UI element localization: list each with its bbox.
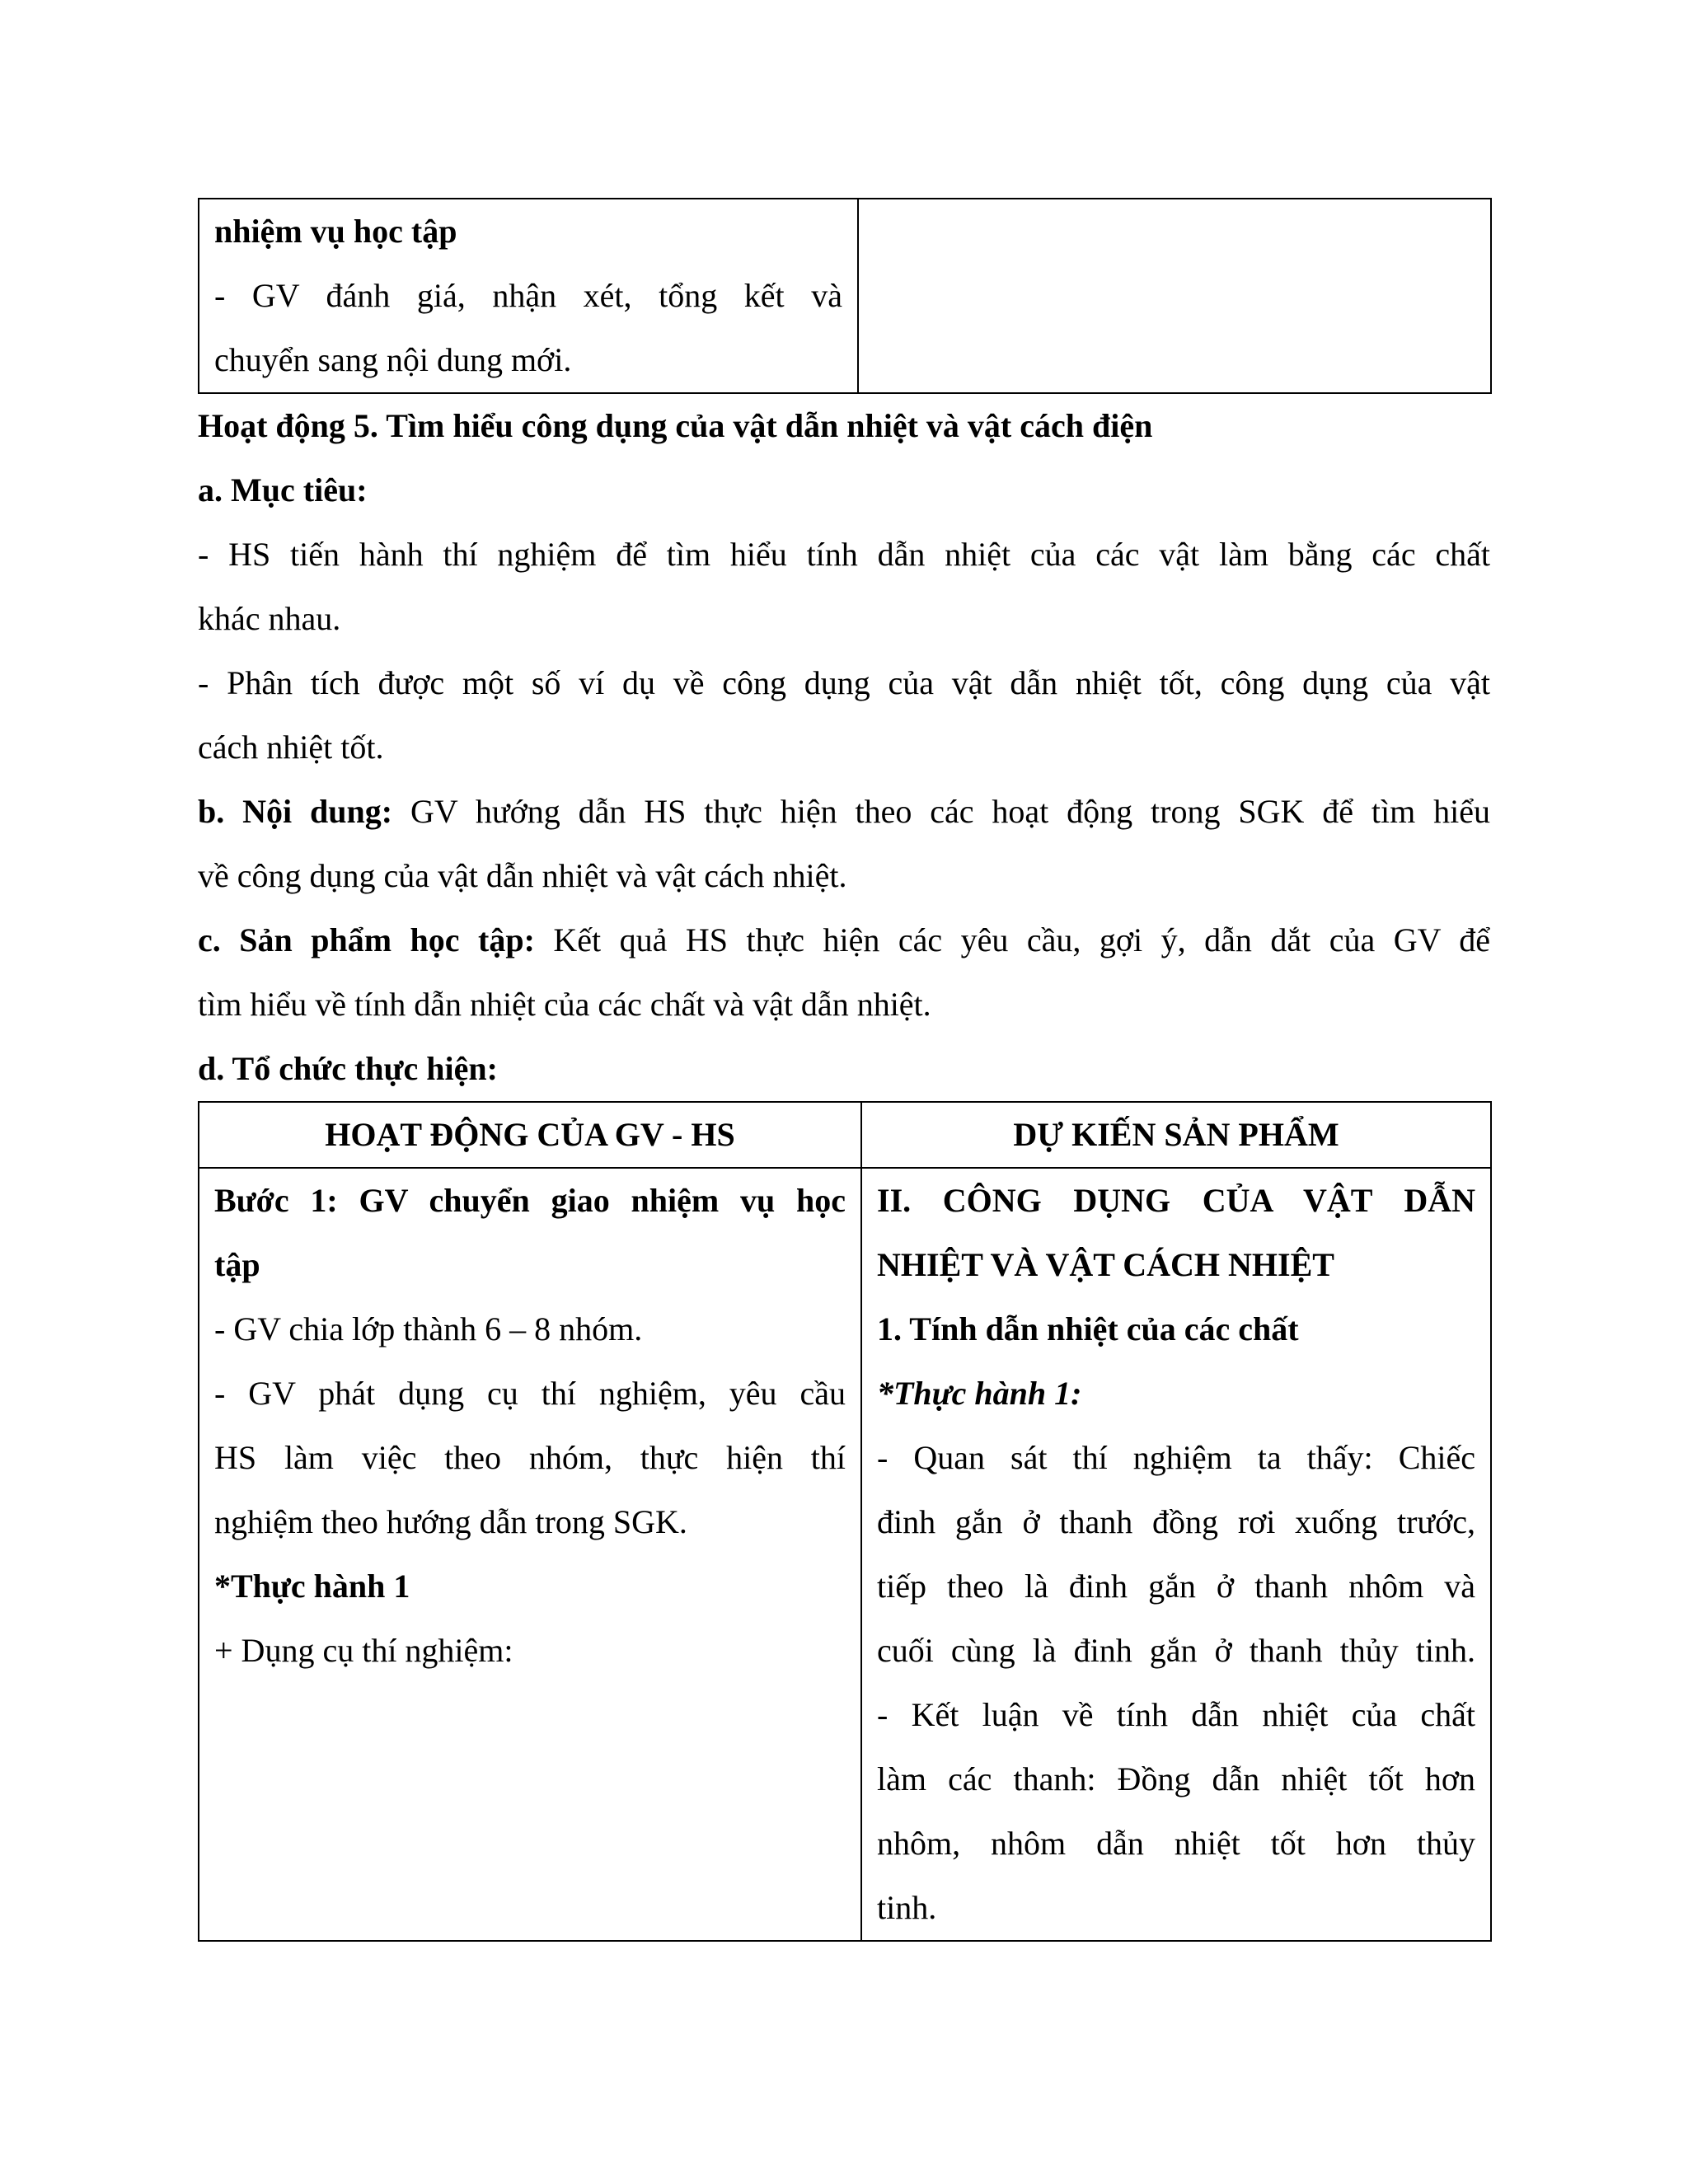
left-line: nghiệm theo hướng dẫn trong SGK.: [214, 1503, 687, 1540]
right-line: làm các thanh: Đồng dẫn nhiệt tốt hơn: [877, 1760, 1475, 1797]
right-line: nhôm, nhôm dẫn nhiệt tốt hơn thủy: [877, 1825, 1475, 1862]
right-line: đinh gắn ở thanh đồng rơi xuống trước,: [877, 1503, 1475, 1540]
right-line: tinh.: [877, 1889, 937, 1926]
left-line: - GV phát dụng cụ thí nghiệm, yêu cầu: [214, 1375, 846, 1412]
subsection-heading: 1. Tính dẫn nhiệt của các chất: [877, 1310, 1299, 1347]
left-line: - GV chia lớp thành 6 – 8 nhóm.: [214, 1310, 643, 1347]
objective-line: cách nhiệt tốt.: [198, 729, 384, 766]
left-line: + Dụng cụ thí nghiệm:: [214, 1632, 513, 1669]
main-table-left-cell: [199, 1168, 861, 1941]
activity-title: Hoạt động 5. Tìm hiểu công dụng của vật dẫn nhiệt và vật cách điện: [198, 407, 1153, 444]
objective-line: khác nhau.: [198, 600, 341, 637]
page-content: [198, 198, 1490, 1942]
practice-heading: *Thực hành 1: [214, 1568, 410, 1605]
top-table-left-cell: [199, 199, 858, 393]
top-table-line: chuyển sang nội dung mới.: [214, 341, 572, 378]
right-line: tiếp theo là đinh gắn ở thanh nhôm và: [877, 1568, 1475, 1605]
step1-heading: Bước 1: GV chuyển giao nhiệm vụ học: [214, 1182, 846, 1219]
top-table-right-cell: [858, 199, 1491, 393]
header-teacher-student: HOẠT ĐỘNG CỦA GV - HS: [199, 1102, 861, 1168]
content-text: GV hướng dẫn HS thực hiện theo các hoạt động trong SGK để tìm hiểu: [392, 793, 1491, 830]
section-heading: NHIỆT VÀ VẬT CÁCH NHIỆT: [877, 1246, 1334, 1283]
product-text: Kết quả HS thực hiện các yêu cầu, gợi ý, dẫn dắt của GV để: [534, 921, 1490, 958]
practice-heading: *Thực hành 1:: [877, 1375, 1082, 1412]
step1-heading: tập: [214, 1246, 260, 1283]
main-table: [198, 1101, 1492, 1942]
header-expected-product: DỰ KIẾN SẢN PHẨM: [861, 1102, 1491, 1168]
right-line: - Quan sát thí nghiệm ta thấy: Chiếc: [877, 1439, 1475, 1476]
content-label: b. Nội dung:: [198, 793, 393, 830]
right-line: - Kết luận về tính dẫn nhiệt của chất: [877, 1696, 1475, 1733]
content-paragraph-line: [198, 780, 1490, 844]
product-label: c. Sản phẩm học tập:: [198, 921, 535, 958]
objectives-label: a. Mục tiêu:: [198, 471, 368, 509]
objective-line: - HS tiến hành thí nghiệm để tìm hiểu tính dẫn nhiệt của các vật làm bằng các chất: [198, 536, 1490, 573]
organize-label: d. Tổ chức thực hiện:: [198, 1050, 498, 1087]
section-heading: II. CÔNG DỤNG CỦA VẬT DẪN: [877, 1182, 1475, 1219]
objective-line: - Phân tích được một số ví dụ về công dụng của vật dẫn nhiệt tốt, công dụng của vật: [198, 664, 1490, 701]
top-table: [198, 198, 1492, 394]
left-line: HS làm việc theo nhóm, thực hiện thí: [214, 1439, 846, 1476]
content-paragraph-line: về công dụng của vật dẫn nhiệt và vật cách nhiệt.: [198, 857, 847, 894]
main-table-header-row: [199, 1102, 1491, 1168]
main-table-row: [199, 1168, 1491, 1941]
top-table-heading: nhiệm vụ học tập: [214, 213, 457, 250]
right-line: cuối cùng là đinh gắn ở thanh thủy tinh.: [877, 1632, 1475, 1669]
product-paragraph-line: tìm hiểu về tính dẫn nhiệt của các chất và vật dẫn nhiệt.: [198, 986, 931, 1023]
top-table-line: - GV đánh giá, nhận xét, tổng kết và: [214, 277, 842, 314]
main-table-right-cell: [861, 1168, 1491, 1941]
product-paragraph-line: [198, 908, 1490, 972]
